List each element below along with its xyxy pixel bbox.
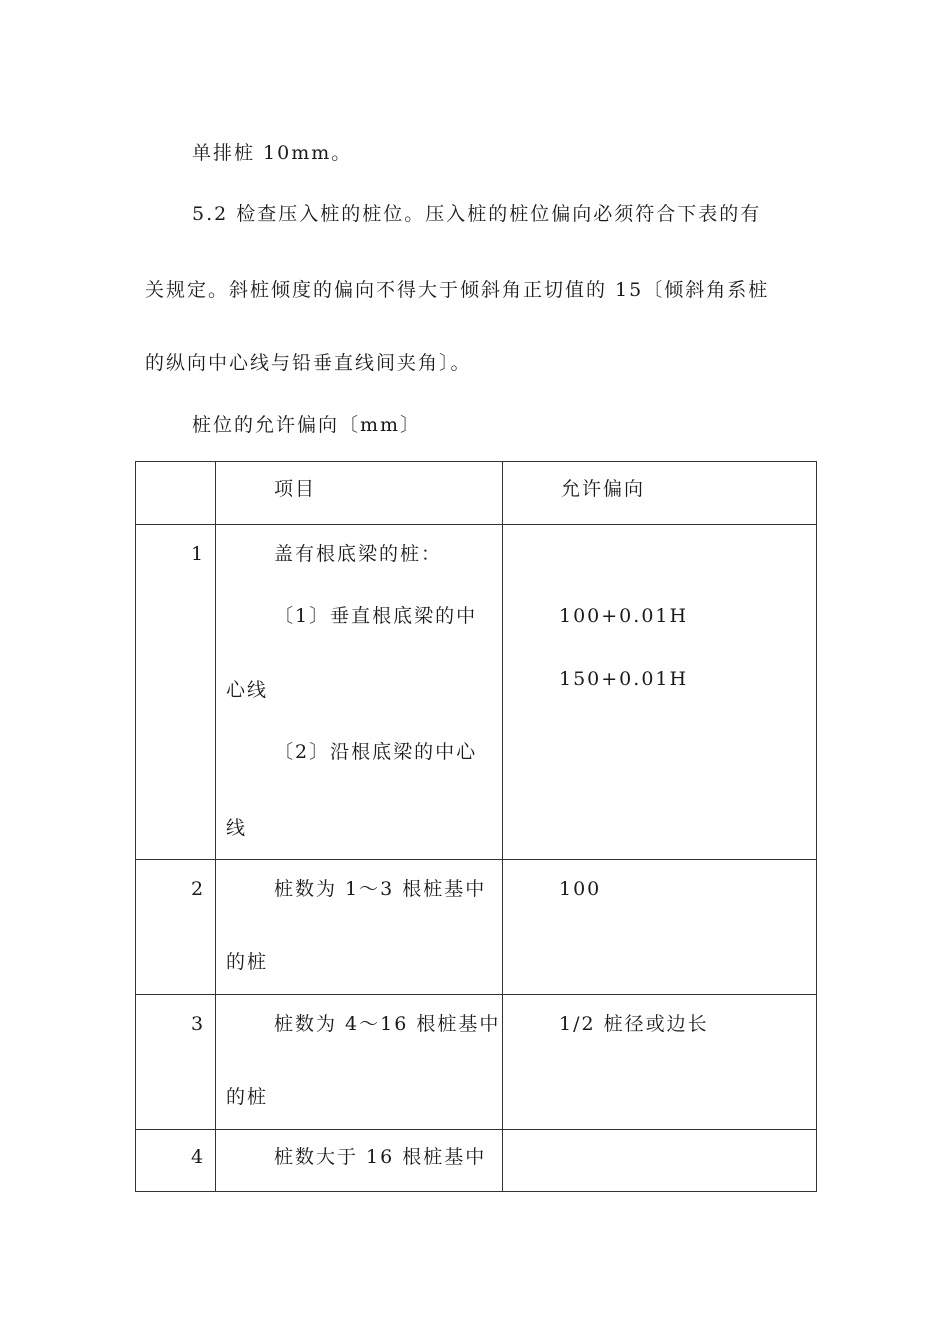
tolerance-line: 100: [559, 878, 602, 900]
row-item-cell: [216, 1130, 503, 1192]
row-tolerance-cell: [503, 995, 817, 1130]
pile-position-tolerance-table: [135, 461, 817, 1192]
row-no-cell: [136, 1130, 216, 1192]
header-cell-item: [216, 462, 503, 525]
table-header-row: [136, 462, 817, 525]
header-item-text: 项目: [274, 478, 317, 500]
table-row: [136, 860, 817, 995]
paragraph-5-2-line-1: 5.2 检查压入桩的桩位。压入桩的桩位偏向必须符合下表的有: [192, 203, 762, 225]
item-line: 心线: [226, 679, 269, 701]
item-line: 〔1〕垂直根底梁的中: [274, 605, 478, 627]
tolerance-line: 1/2 桩径或边长: [559, 1013, 709, 1035]
table-caption: 桩位的允许偏向〔mm〕: [192, 414, 422, 436]
row-no-cell: [136, 860, 216, 995]
item-line: 桩数为 1～3 根桩基中: [274, 878, 487, 900]
row-tolerance-cell: [503, 1130, 817, 1192]
table-row: [136, 525, 817, 860]
paragraph-5-2-line-3: 的纵向中心线与铅垂直线间夹角〕。: [145, 352, 472, 374]
row-no-cell: [136, 525, 216, 860]
table-row: [136, 995, 817, 1130]
row-no-cell: [136, 995, 216, 1130]
row-item-cell: [216, 525, 503, 860]
row-number: 3: [191, 1013, 206, 1035]
row-item-cell: [216, 995, 503, 1130]
header-cell-tolerance: [503, 462, 817, 525]
row-tolerance-cell: [503, 525, 817, 860]
row-number: 2: [191, 878, 206, 900]
header-cell-no: [136, 462, 216, 525]
tolerance-line: 150+0.01H: [559, 668, 689, 690]
item-line: 桩数为 4～16 根桩基中: [274, 1013, 501, 1035]
item-line: 桩数大于 16 根桩基中: [274, 1146, 487, 1168]
row-item-cell: [216, 860, 503, 995]
row-number: 4: [191, 1146, 206, 1168]
item-line: 的桩: [226, 951, 269, 973]
item-line: 线: [226, 817, 248, 839]
paragraph-single-row-pile: 单排桩 10mm。: [192, 142, 353, 164]
item-line: 〔2〕沿根底梁的中心: [274, 741, 478, 763]
item-line: 的桩: [226, 1086, 269, 1108]
paragraph-5-2-line-2: 关规定。斜桩倾度的偏向不得大于倾斜角正切值的 15〔倾斜角系桩: [145, 279, 770, 301]
row-number: 1: [191, 543, 206, 565]
item-line: 盖有根底梁的桩：: [274, 543, 443, 565]
tolerance-line: 100+0.01H: [559, 605, 689, 627]
table-row: [136, 1130, 817, 1192]
row-tolerance-cell: [503, 860, 817, 995]
header-tolerance-text: 允许偏向: [561, 478, 646, 500]
